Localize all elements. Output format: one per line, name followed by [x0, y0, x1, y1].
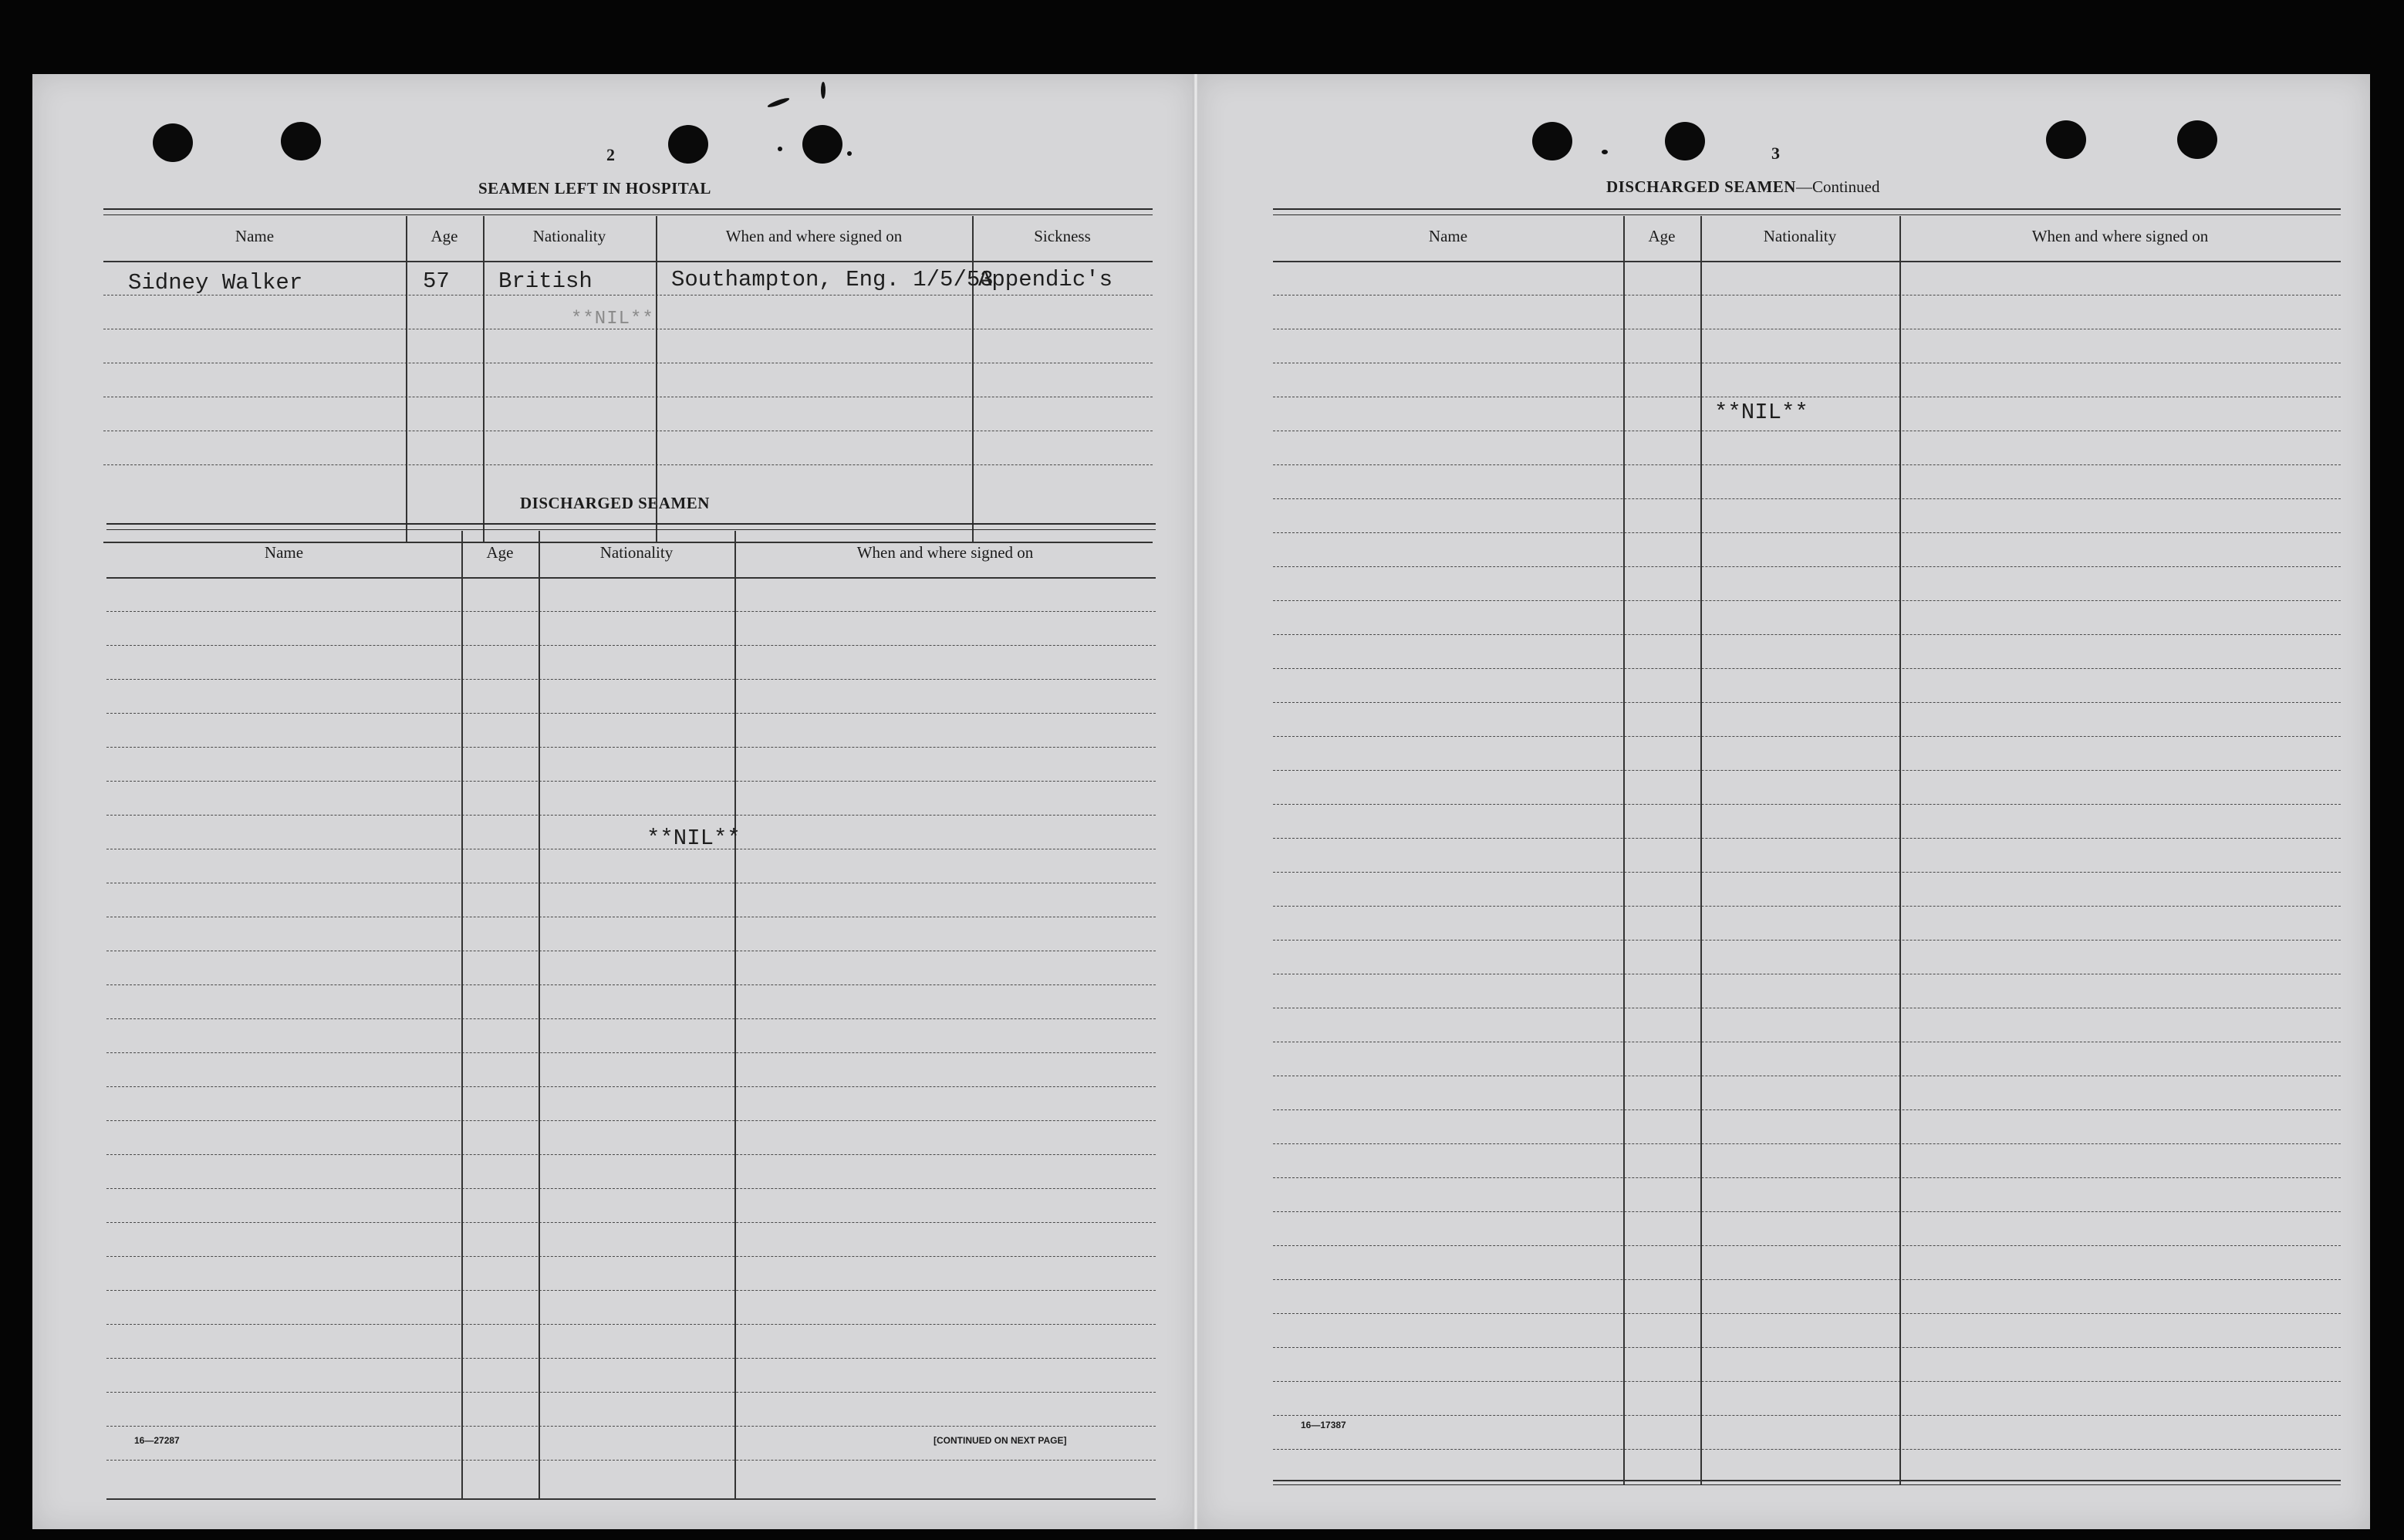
row-line	[106, 1460, 1156, 1461]
row-line	[1273, 532, 2341, 533]
row-line	[106, 1086, 1156, 1087]
row-line	[1273, 1381, 2341, 1382]
row-line	[1273, 600, 2341, 601]
continued-section-title	[1606, 177, 1879, 197]
row-line	[1273, 464, 2341, 465]
row-line	[1273, 770, 2341, 771]
column-header-age: Age	[430, 227, 458, 245]
left-page	[32, 74, 1194, 1529]
row-line	[1273, 1211, 2341, 1212]
punch-hole	[281, 122, 321, 160]
header-rule	[103, 261, 1153, 262]
column-divider	[539, 531, 540, 1498]
row-line	[1273, 566, 2341, 567]
column-divider	[1623, 216, 1625, 1484]
header-rule	[106, 577, 1156, 579]
discharged-continued-table	[1273, 208, 2341, 1489]
table-top-rule	[106, 529, 1156, 530]
row-line	[106, 1324, 1156, 1325]
table-top-rule	[1273, 208, 2341, 210]
row-line	[106, 1358, 1156, 1359]
ink-speck	[821, 82, 826, 99]
right-page	[1197, 74, 2370, 1529]
row-line	[106, 1392, 1156, 1393]
row-line	[1273, 1415, 2341, 1416]
row-line	[1273, 736, 2341, 737]
nil-mark: **NIL**	[647, 826, 741, 851]
table-bottom-rule	[1273, 1484, 2341, 1485]
column-header-age: Age	[486, 543, 514, 562]
punch-hole	[802, 125, 842, 164]
discharged-table	[106, 523, 1156, 1503]
row-line	[106, 679, 1156, 680]
row-line	[1273, 1449, 2341, 1450]
column-divider	[483, 216, 485, 542]
form-code: 16—17387	[1301, 1420, 1346, 1430]
punch-hole	[1665, 122, 1705, 160]
column-divider	[406, 216, 407, 542]
column-header-nationality: Nationality	[599, 543, 674, 562]
punch-hole	[2046, 120, 2086, 159]
row-line	[106, 1290, 1156, 1291]
column-divider	[461, 531, 463, 1498]
column-header-name: Name	[1428, 227, 1468, 245]
column-header-name: Name	[235, 227, 275, 245]
table-top-rule	[103, 214, 1153, 215]
column-divider	[656, 216, 657, 542]
column-header-signed-on: When and where signed on	[856, 543, 1034, 562]
row-line	[1273, 1109, 2341, 1110]
column-header-signed-on: When and where signed on	[2031, 227, 2209, 245]
row-line	[1273, 1245, 2341, 1246]
punch-hole	[668, 125, 708, 164]
table-bottom-rule	[106, 1498, 1156, 1500]
hospital-section-title: SEAMEN LEFT IN HOSPITAL	[478, 179, 711, 198]
row-line	[1273, 1347, 2341, 1348]
row-line	[1273, 1177, 2341, 1178]
punch-hole	[1532, 122, 1572, 160]
cell-age: 57	[423, 268, 450, 294]
punch-hole	[2177, 120, 2217, 159]
row-line	[1273, 295, 2341, 296]
cell-sickness: Appendic's	[978, 267, 1113, 292]
table-top-rule	[103, 208, 1153, 210]
row-line	[106, 781, 1156, 782]
row-line	[1273, 668, 2341, 669]
column-header-name: Name	[264, 543, 304, 562]
table-top-rule	[106, 523, 1156, 525]
row-line	[106, 1052, 1156, 1053]
page-number: 3	[1771, 144, 1780, 163]
column-divider	[1700, 216, 1702, 1484]
row-line	[106, 984, 1156, 985]
faint-nil-stamp: **NIL**	[571, 309, 654, 329]
page-number: 2	[606, 145, 615, 164]
punch-hole	[153, 123, 193, 162]
cell-signed-on: Southampton, Eng. 1/5/53	[671, 267, 994, 292]
column-header-sickness: Sickness	[1034, 227, 1091, 245]
row-line	[1273, 872, 2341, 873]
row-line	[106, 1120, 1156, 1121]
column-header-nationality: Nationality	[532, 227, 606, 245]
column-header-nationality: Nationality	[1763, 227, 1837, 245]
row-line	[1273, 838, 2341, 839]
section-title-continued: —Continued	[1795, 177, 1880, 196]
row-line	[106, 815, 1156, 816]
discharged-section-title: DISCHARGED SEAMEN	[520, 494, 710, 512]
ink-speck	[847, 151, 852, 156]
row-line	[1273, 702, 2341, 703]
row-line	[1273, 906, 2341, 907]
row-line	[106, 1188, 1156, 1189]
header-rule	[1273, 261, 2341, 262]
column-divider	[972, 216, 974, 542]
nil-mark: **NIL**	[1714, 400, 1808, 425]
section-title-text: DISCHARGED SEAMEN	[1606, 177, 1796, 196]
ink-speck	[1602, 150, 1608, 154]
ink-speck	[778, 147, 782, 151]
row-line	[106, 1426, 1156, 1427]
cell-nationality: British	[498, 268, 593, 294]
row-line	[1273, 1279, 2341, 1280]
continued-note: [CONTINUED ON NEXT PAGE]	[934, 1435, 1067, 1446]
table-top-rule	[1273, 214, 2341, 215]
column-divider	[734, 531, 736, 1498]
column-divider	[1899, 216, 1901, 1484]
column-header-signed-on: When and where signed on	[725, 227, 903, 245]
ink-speck	[767, 96, 790, 109]
row-line	[106, 1018, 1156, 1019]
row-line	[106, 1154, 1156, 1155]
row-line	[106, 1222, 1156, 1223]
row-line	[106, 611, 1156, 612]
row-line	[106, 747, 1156, 748]
row-line	[1273, 804, 2341, 805]
cell-name: Sidney Walker	[128, 270, 303, 296]
row-line	[1273, 1143, 2341, 1144]
row-line	[1273, 940, 2341, 941]
row-line	[106, 645, 1156, 646]
form-code: 16—27287	[134, 1435, 180, 1446]
row-line	[106, 1256, 1156, 1257]
row-line	[1273, 498, 2341, 499]
row-line	[106, 713, 1156, 714]
column-header-age: Age	[1648, 227, 1676, 245]
table-bottom-rule	[1273, 1480, 2341, 1481]
row-line	[1273, 1313, 2341, 1314]
row-line	[103, 464, 1153, 465]
row-line	[1273, 634, 2341, 635]
